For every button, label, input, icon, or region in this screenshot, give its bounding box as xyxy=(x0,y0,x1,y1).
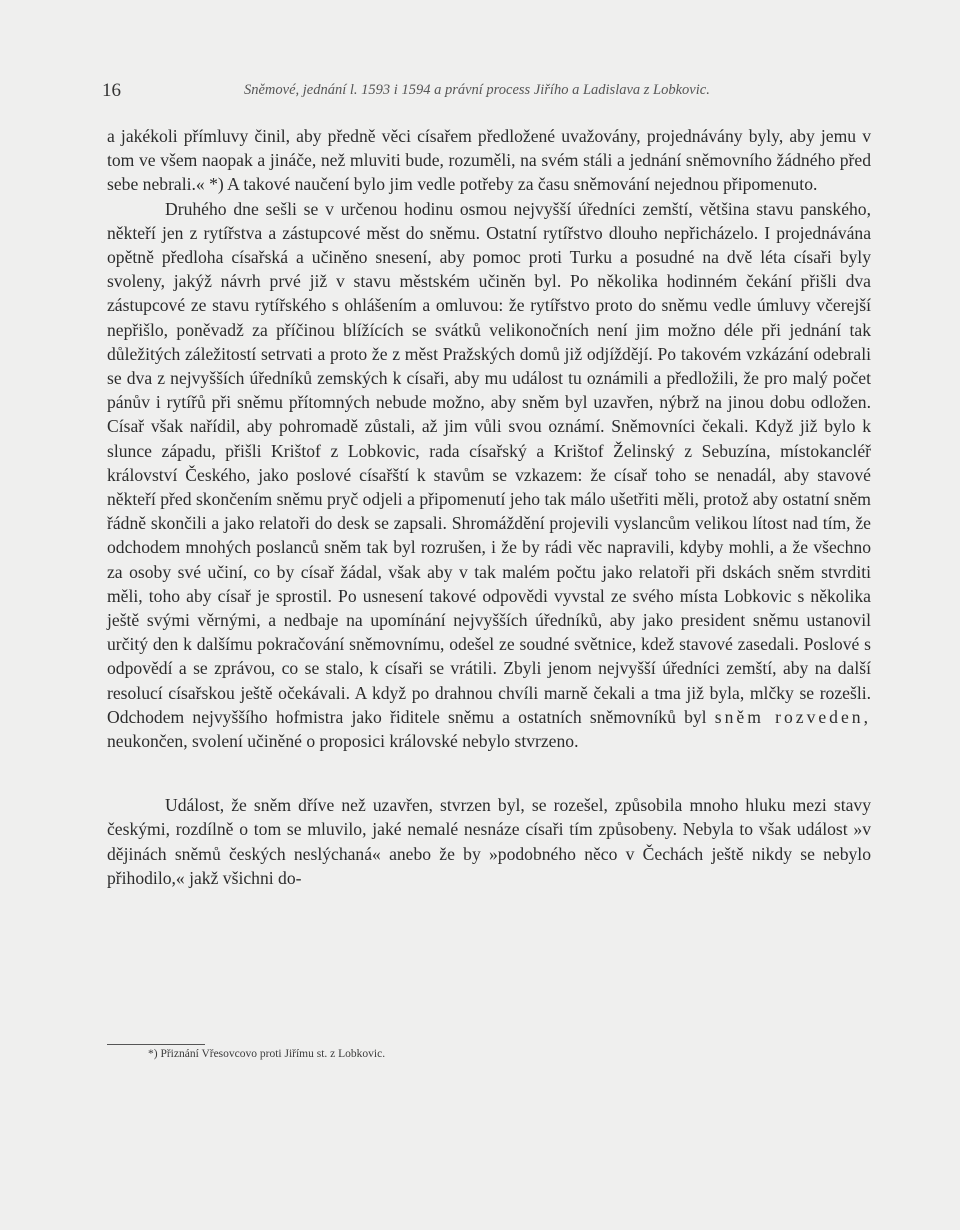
footnote-divider xyxy=(107,1044,205,1045)
paragraph-event: Událost, že sněm dříve než uzavřen, stvrzen byl, se rozešel, způsobila mnoho hluku mezi stavy českými, rozdílně o tom se mluvilo, jaké nemalé nesnáze císaři tím způsobeny. Nebyla to však událost »v dějinách sněmů českých neslýchaná« anebo že by »podobného něco v Čechách ještě nikdy se nebylo přihodilo,« jakž všichni do- xyxy=(107,795,871,888)
paragraph-text-end: neukončen, svolení učiněné o proposici královské nebylo stvrzeno. xyxy=(107,731,579,752)
paragraph-gap xyxy=(107,753,871,793)
emphasized-phrase: sněm rozveden, xyxy=(714,706,871,727)
page-header xyxy=(102,80,862,106)
paragraph-second-day xyxy=(107,197,871,754)
page-number: 16 xyxy=(102,80,121,101)
paragraph-continuation: a jakékoli přímluvy činil, aby předně věci císařem předložené uvažovány, projednávány byly, aby jemu v tom ve všem naopak a jináče, než mluviti bude, rozuměli, na svém stáli a jednání sněmovního žádného před sebe nebrali.« *) A takové naučení bylo jim vedle potřeby za času sněmování nejednou připomenuto. xyxy=(107,126,871,195)
body-text xyxy=(107,124,871,890)
paragraph-text: Druhého dne sešli se v určenou hodinu osmou nejvyšší úředníci zemští, většina stavu panského, někteří jen z rytířstva a zástupcové měst do sněmu. Ostatní rytířstvo dlouho nepřicházelo. I projednávána opětně předloha císařská a učiněno snesení, aby pomoc proti Turku a posudné na dvě léta císaři byly svoleny, jakýž návrh prvé již v stavu městském učiněn byl. Po několika hodinném čekání přišli dva zástupcové ze stavu rytířského s ohlášením a omluvou: že rytířstvo proto do sněmu vedle úmluvy včerejší nepřišlo, poněvadž za příčinou blížících se svátků velikonočních není jim možno déle při jednání tak důležitých záležitostí setrvati a proto že z měst Pražských domů již odjíždějí. Po takovém vzkázání odebrali se dva z nejvyšších úředníků zemských k císaři, aby mu událost tu oznámili a předložili, že pro malý počet pánův i rytířů při sněmu přítomných nebude možno, aby sněm byl uzavřen, nýbrž na jinou dobu odložen. Císař však nařídil, aby pohromadě zůstali, až jim vůli svou oznámí. Sněmovníci čekali. Když již bylo k slunce západu, přišli Krištof z Lobkovic, rada císařský a Krištof Želinský z Sebuzína, místokancléř království Českého, jako poslové císařští k stavům se vzkazem: že císař toho se nenadál, aby stavové někteří před skončením sněmu pryč odjeli a připomenutí jeho tak málo ušetřiti měli, protož aby ostatní sněm řádně skončili a jako relatoři do desk se zapsali. Shromáždění projevili vyslancům velikou lítost nad tím, že odchodem mnohých poslanců sněm tak byl rozrušen, i že by rádi věc napravili, kdyby mohli, a že všechno za osoby své učiní, co by císař žádal, však aby v tak malém počtu jako relatoři při dskách sněm stvrditi měli, toho aby císař je sprostil. Po usnesení takové odpovědi vyvstal ze svého místa Lobkovic s několika ještě svými věrnými, a nedbaje na upomínání nejvyšších úředníků, aby jako president sněmu ustanovil určitý den k dalšímu pokračování sněmovnímu, odešel ze soudné světnice, kdež stavové zasedali. Poslové s odpovědí a se zprávou, co se stalo, k císaři se vrátili. Zbyli jenom nejvyšší úředníci zemští, aby na další resolucí císařskou ještě očekávali. A když po drahnou chvíli marně čekali a tma již byla, mlčky se rozešli. Odchodem nejvyššího hofmistra jako řiditele sněmu a ostatních sněmovníků byl xyxy=(107,198,871,727)
footnote: *) Přiznání Vřesovcovo proti Jiřímu st. z Lobkovic. xyxy=(148,1048,386,1060)
running-title: Sněmové, jednání l. 1593 i 1594 a právní process Jiřího a Ladislava z Lobkovic. xyxy=(244,82,710,98)
